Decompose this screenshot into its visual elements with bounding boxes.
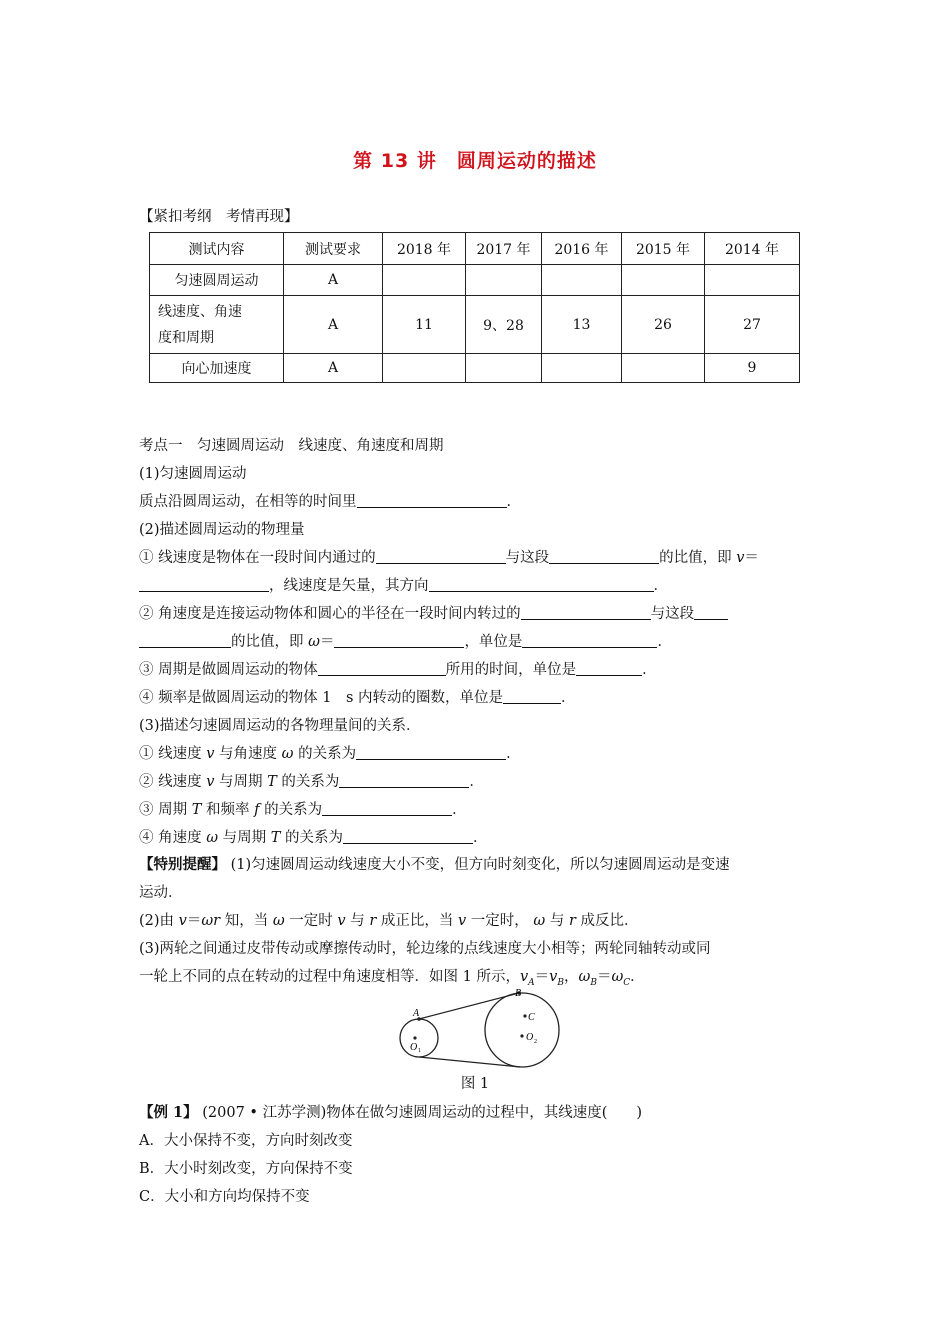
kp-line: ④ 频率是做圆周运动的物体 1 s 内转动的圈数，单位是 ． [139, 690, 576, 706]
kp-heading: 考点一 匀速圆周运动 线速度、角速度和周期 [139, 438, 444, 454]
text: 一定时， [470, 913, 529, 929]
tip-line: (3)两轮之间通过皮带传动或摩擦传动时，轮边缘的点线速度大小相等；两轮同轴转动或同 [139, 941, 711, 957]
example-option: A．大小保持不变，方向时刻改变 [139, 1133, 353, 1149]
text: ① 线速度 [139, 746, 202, 762]
table-row [150, 354, 800, 383]
text: (2)由 [139, 913, 175, 929]
tip-line: 运动． [139, 885, 183, 901]
table-header: 2018 年 [383, 233, 466, 265]
table-cell: 13 [542, 296, 622, 354]
kp-line: 质点沿圆周运动，在相等的时间里 ． [139, 494, 521, 510]
example-label: 【例 1】 [139, 1104, 198, 1121]
text: 质点沿圆周运动，在相等的时间里 [139, 494, 357, 510]
large-wheel [485, 993, 559, 1067]
text: ③ 周期是做圆周运动的物体 [139, 662, 318, 678]
text: 所用的时间，单位是 [445, 662, 577, 678]
text: 一定时 [289, 913, 333, 929]
label-a: A [413, 1008, 420, 1019]
center-o2 [520, 1034, 523, 1037]
belt-pulley-figure [396, 988, 566, 1070]
kp-line: ① 线速度是物体在一段时间内通过的 与这段 的比值，即 v＝ [139, 550, 759, 566]
table-cell-line: 线速度、角速 [158, 303, 242, 320]
kp-line: ③ 周期 T 和频率 f 的关系为 ． [139, 802, 467, 818]
tip-line: (2)由 v＝ωr 知，当 ω 一定时 v 与 r 成正比，当 v 一定时， ω 与 r 成反比． [139, 913, 639, 929]
text: ③ 周期 [139, 802, 188, 818]
blank [429, 577, 654, 592]
center-o1 [413, 1036, 416, 1039]
table-cell [466, 354, 542, 383]
tip-label: 【特别提醒】 [139, 856, 226, 873]
text: (1)匀速圆周运动线速度大小不变，但方向时刻变化，所以匀速圆周运动是变速 [230, 857, 730, 873]
text: 与 [350, 913, 365, 929]
table-cell: 匀速圆周运动 [150, 265, 284, 296]
table-cell [383, 265, 466, 296]
text: ，单位是 [464, 634, 523, 650]
kp-line: ① 线速度 v 与角速度 ω 的关系为 ． [139, 746, 521, 762]
table-cell [705, 265, 800, 296]
kp-subheading: (1)匀速圆周运动 [139, 466, 247, 482]
table-cell [622, 265, 705, 296]
table-cell: 27 [705, 296, 800, 354]
page-title: 第 13 讲 圆周运动的描述 [353, 150, 597, 172]
table-cell: A [284, 354, 383, 383]
table-header: 2016 年 [542, 233, 622, 265]
text: (2007 • 江苏学测)物体在做匀速圆周运动的过程中，其线速度( ) [202, 1105, 643, 1121]
text: 与这段 [505, 550, 550, 566]
text: 的比值，即 [659, 550, 732, 566]
text: 的关系为 [298, 746, 357, 762]
section-header: 【紧扣考纲 考情再现】 [139, 209, 299, 225]
table-cell: 向心加速度 [150, 354, 284, 383]
table-cell: 9、28 [466, 296, 542, 354]
point-c [523, 1014, 526, 1017]
tip-line: 一轮上不同的点在转动的过程中角速度相等．如图 1 所示，$v_A=v_B$，$\omega_B=\omega_C$． [139, 969, 645, 988]
text: 的比值，即 [231, 634, 304, 650]
kp-line: ，线速度是矢量，其方向 ． [139, 574, 668, 595]
blank [521, 605, 651, 620]
text: 与角速度 [219, 746, 278, 762]
blank [549, 549, 659, 564]
kp-line: ③ 周期是做圆周运动的物体 所用的时间，单位是 ． [139, 662, 657, 678]
text: 的关系为 [285, 830, 344, 846]
blank [694, 605, 728, 620]
text: 的关系为 [281, 774, 340, 790]
blank [322, 801, 452, 816]
blank [356, 745, 506, 760]
table-cell [150, 296, 284, 354]
example-option: C．大小和方向均保持不变 [139, 1189, 310, 1205]
table-header: 测试内容 [150, 233, 284, 265]
belt-top [419, 993, 519, 1019]
kp-line: ④ 角速度 ω 与周期 T 的关系为 ． [139, 830, 488, 846]
belt-bottom [419, 1057, 520, 1067]
table-row [150, 265, 800, 296]
kp-line: 的比值，即 ω＝ ，单位是 ． [139, 630, 672, 651]
table-header: 2017 年 [466, 233, 542, 265]
table-cell-line: 度和周期 [158, 329, 214, 346]
text: 成正比，当 [380, 913, 454, 929]
blank [318, 661, 446, 676]
kp-subheading: (3)描述匀速圆周运动的各物理量间的关系． [139, 718, 421, 734]
table-cell: 26 [622, 296, 705, 354]
text: ① 线速度是物体在一段时间内通过的 [139, 550, 376, 566]
table-row [150, 296, 800, 354]
exam-table [149, 232, 800, 383]
text: ② 线速度 [139, 774, 202, 790]
text: ② 角速度是连接运动物体和圆心的半径在一段时间内转过的 [139, 606, 521, 622]
figure-caption: 图 1 [460, 1076, 490, 1092]
label-o2: O [526, 1032, 534, 1043]
text: ④ 频率是做圆周运动的物体 1 s 内转动的圈数，单位是 [139, 690, 503, 706]
kp-subheading: (2)描述圆周运动的物理量 [139, 522, 305, 538]
table-cell: A [284, 265, 383, 296]
blank [139, 633, 231, 648]
example-stem [139, 1101, 642, 1122]
blank [334, 633, 464, 648]
label-o1-sub: 1 [418, 1048, 421, 1054]
blank [339, 773, 469, 788]
tip-line [139, 853, 730, 874]
table-cell: A [284, 296, 383, 354]
table-header: 2015 年 [622, 233, 705, 265]
label-c: C [528, 1012, 535, 1023]
blank [343, 829, 473, 844]
text: 与这段 [650, 606, 695, 622]
text: 与 [549, 913, 565, 929]
text: 与周期 [222, 830, 267, 846]
label-o1: O [410, 1042, 418, 1053]
blank [522, 633, 657, 648]
text: ④ 角速度 [139, 830, 202, 846]
text: 成反比． [580, 913, 639, 929]
table-header: 2014 年 [705, 233, 800, 265]
text: 和频率 [206, 802, 250, 818]
text: ，线速度是矢量，其方向 [269, 578, 429, 594]
text: 的关系为 [264, 802, 323, 818]
blank [576, 661, 642, 676]
table-header-row [150, 233, 800, 265]
blank [139, 577, 269, 592]
table-cell [383, 354, 466, 383]
label-b: B [515, 988, 522, 999]
text: 一轮上不同的点在转动的过程中角速度相等．如图 1 所示， [139, 969, 520, 985]
text: 与周期 [219, 774, 263, 790]
table-cell: 9 [705, 354, 800, 383]
table-cell [622, 354, 705, 383]
blank [357, 493, 507, 508]
table-cell [542, 354, 622, 383]
table-header: 测试要求 [284, 233, 383, 265]
blank [376, 549, 506, 564]
label-o2-sub: 2 [534, 1039, 537, 1045]
kp-line: ② 线速度 v 与周期 T 的关系为 ． [139, 774, 484, 790]
example-option: B．大小时刻改变，方向保持不变 [139, 1161, 353, 1177]
table-cell: 11 [383, 296, 466, 354]
table-cell [542, 265, 622, 296]
kp-line [139, 602, 728, 623]
table-cell [466, 265, 542, 296]
blank [503, 689, 561, 704]
text: 知，当 [224, 913, 269, 929]
